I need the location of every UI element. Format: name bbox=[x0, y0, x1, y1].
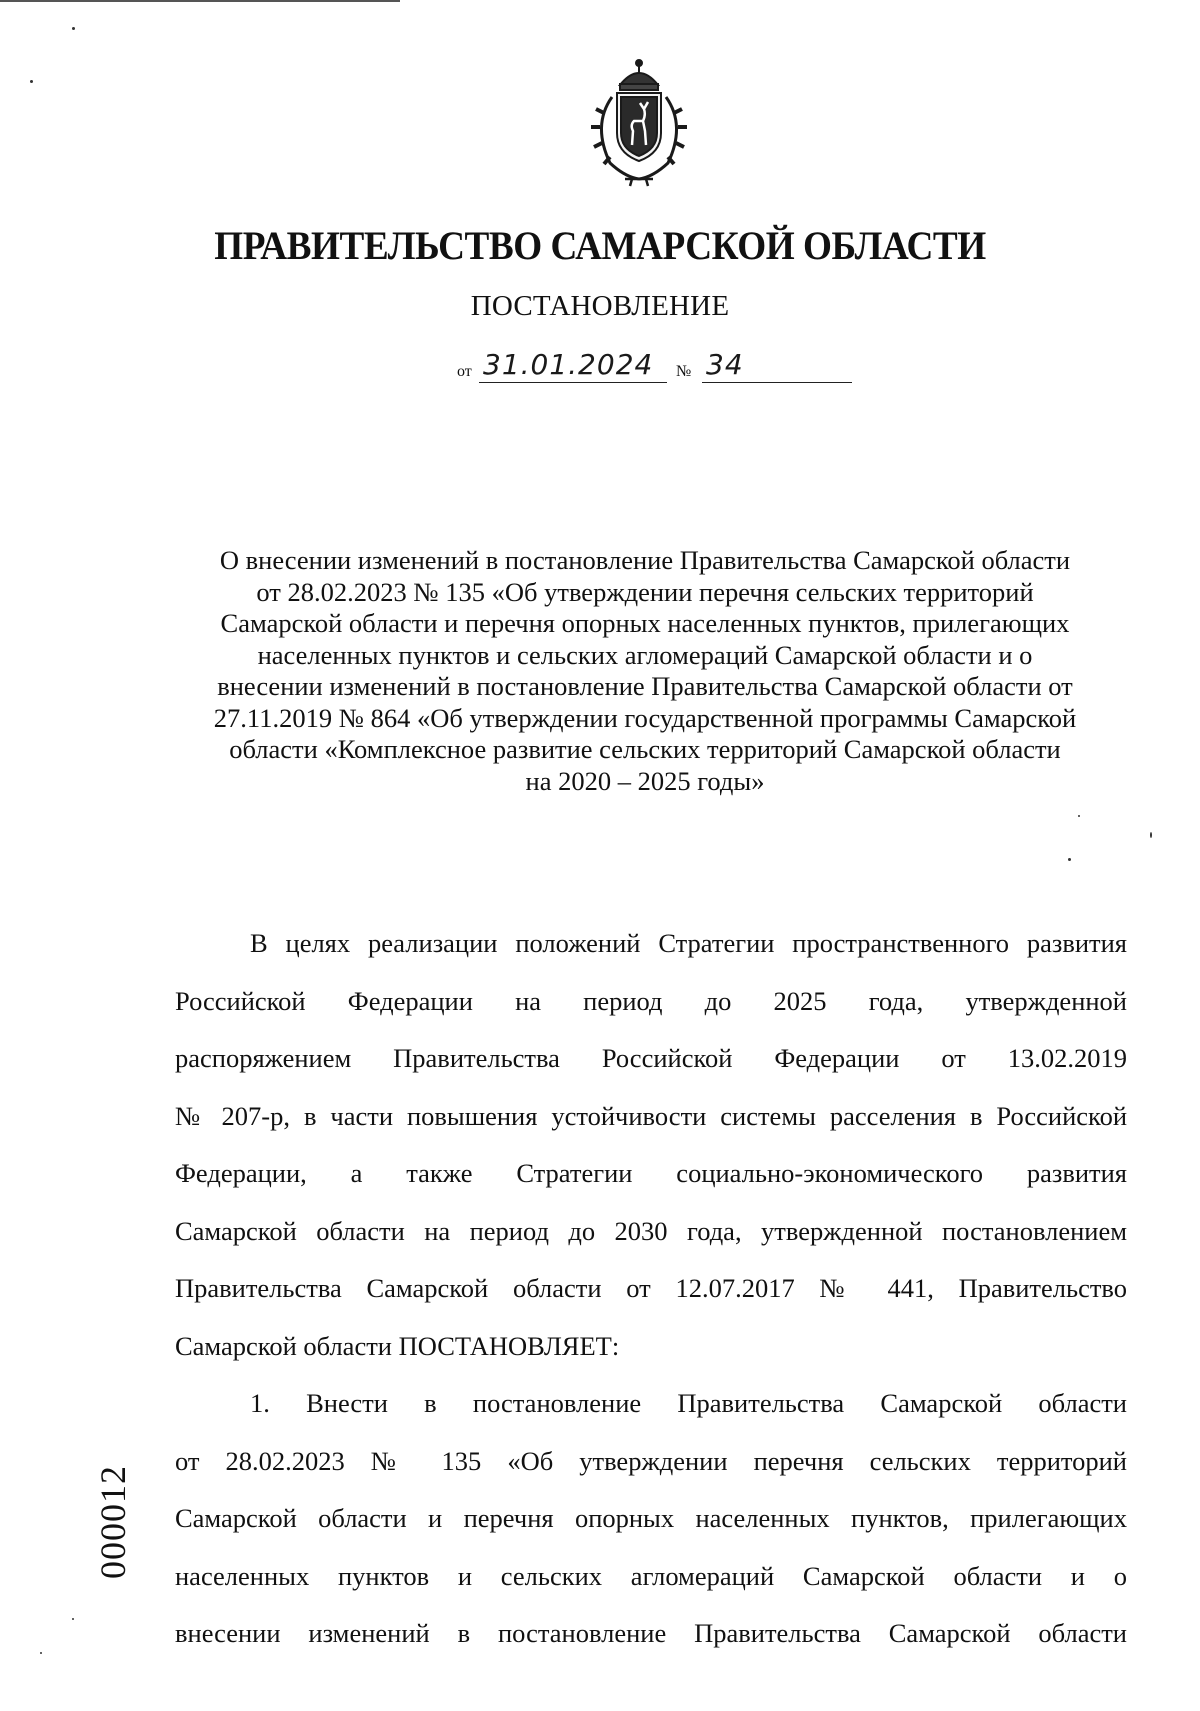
subject-line: от 28.02.2023 № 135 «Об утверждении перечня сельских территорий bbox=[256, 576, 1034, 607]
number-prefix: № bbox=[676, 363, 692, 380]
scan-speck bbox=[1150, 832, 1152, 838]
body-line: распоряжением Правительства Российской Федерации от 13.02.2019 bbox=[175, 1043, 1127, 1073]
body-line: Самарской области на период до 2030 года, утвержденной постановлением bbox=[175, 1215, 1127, 1246]
document-reference-line bbox=[457, 345, 857, 385]
organization-title: ПРАВИТЕЛЬСТВО САМАРСКОЙ ОБЛАСТИ bbox=[214, 223, 986, 268]
sheet-number: 000012 bbox=[93, 1465, 133, 1579]
scan-edge-line bbox=[0, 0, 400, 2]
subject-line: 27.11.2019 № 864 «Об утверждении государственной программы Самарской bbox=[213, 702, 1077, 733]
handwritten-number: 34 bbox=[706, 348, 744, 381]
subject-line: населенных пунктов и сельских агломераций Самарской области и о bbox=[257, 639, 1033, 670]
scan-speck bbox=[1078, 815, 1080, 817]
date-prefix: от bbox=[457, 363, 472, 380]
body-line: Правительства Самарской области от 12.07.2017 № 441, Правительство bbox=[175, 1273, 1127, 1303]
samara-coat-of-arms-icon bbox=[580, 55, 698, 187]
body-line: Самарской области и перечня опорных населенных пунктов, прилегающих bbox=[175, 1503, 1127, 1533]
scan-speck bbox=[1068, 858, 1071, 861]
document-type: ПОСТАНОВЛЕНИЕ bbox=[470, 290, 730, 322]
body-line: внесении изменений в постановление Правительства Самарской области bbox=[175, 1618, 1127, 1648]
subject-line: О внесении изменений в постановление Правительства Самарской области bbox=[219, 545, 1071, 575]
date-field bbox=[479, 344, 667, 383]
handwritten-date: 31.01.2024 bbox=[483, 348, 654, 381]
number-field bbox=[702, 344, 852, 383]
scan-speck bbox=[72, 1618, 74, 1620]
subject-line: Самарской области и перечня опорных населенных пунктов, прилегающих bbox=[220, 608, 1070, 638]
scan-speck bbox=[40, 1652, 42, 1654]
body-line: населенных пунктов и сельских агломераций Самарской области и о bbox=[175, 1560, 1127, 1591]
document-body bbox=[175, 926, 1127, 1674]
scan-speck bbox=[72, 27, 75, 30]
document-subject bbox=[170, 545, 1120, 797]
body-line: от 28.02.2023 № 135 «Об утверждении перечня сельских территорий bbox=[175, 1445, 1127, 1476]
body-line: 1. Внести в постановление Правительства Самарской области bbox=[250, 1388, 1127, 1418]
subject-line: области «Комплексное развитие сельских территорий Самарской области bbox=[229, 734, 1061, 764]
body-line: Российской Федерации на период до 2025 года, утвержденной bbox=[175, 985, 1127, 1016]
scan-speck bbox=[30, 80, 33, 83]
body-line: № 207-р, в части повышения устойчивости системы расселения в Российской bbox=[175, 1100, 1127, 1131]
body-line: Самарской области ПОСТАНОВЛЯЕТ: bbox=[175, 1330, 620, 1361]
subject-line: внесении изменений в постановление Правительства Самарской области от bbox=[217, 671, 1073, 701]
body-line: В целях реализации положений Стратегии пространственного развития bbox=[250, 928, 1127, 958]
subject-line: на 2020 – 2025 годы» bbox=[525, 765, 765, 796]
body-line: Федерации, а также Стратегии социально-экономического развития bbox=[175, 1158, 1127, 1188]
